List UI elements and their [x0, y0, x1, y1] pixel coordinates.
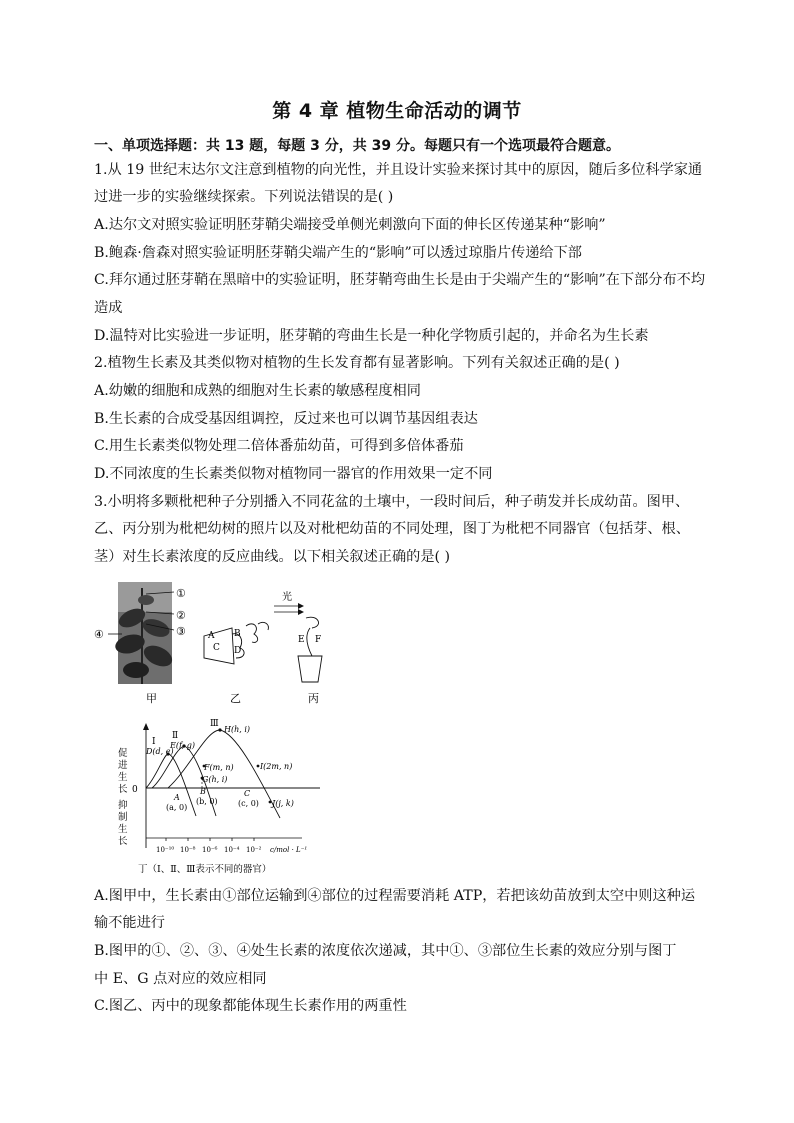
tick-5: 10⁻²	[246, 846, 262, 854]
point-i: I(2m, n)	[260, 762, 293, 771]
question-1-option-d: D.温特对比实验进一步证明，胚芽鞘的弯曲生长是一种化学物质引起的，并命名为生长素	[94, 328, 649, 344]
point-e: E(f, g)	[170, 741, 195, 750]
ding-y-inhibit-3: 生	[118, 824, 128, 835]
point-c-coord: (c, 0)	[238, 799, 259, 808]
point-b-coord: (b, 0)	[196, 797, 218, 806]
question-2-option-b: B.生长素的合成受基因组调控，反过来也可以调节基因组表达	[94, 411, 478, 427]
question-3-figure	[94, 578, 332, 878]
yi-letter-c: C	[213, 643, 220, 653]
question-1-line-2: 过进一步的实验继续探索。下列说法错误的是( )	[94, 189, 394, 205]
ding-y-promote-4: 长	[118, 784, 128, 795]
marker-2: ②	[176, 609, 186, 622]
point-d: D(d, e)	[146, 747, 174, 756]
label-jia: 甲	[146, 692, 157, 705]
point-g: G(h, i)	[202, 775, 228, 784]
label-yi: 乙	[230, 692, 241, 705]
question-3-option-b: B.图甲的①、②、③、④处生长素的浓度依次递减，其中①、③部位生长素的效应分别与图丁	[94, 943, 677, 959]
label-bing: 丙	[308, 692, 319, 705]
tick-3: 10⁻⁶	[202, 846, 218, 854]
curve-label-1: Ⅰ	[152, 737, 156, 747]
question-1-option-b: B.鲍森·詹森对照实验证明胚芽鞘尖端产生的“影响”可以透过琼脂片传递给下部	[94, 245, 582, 261]
question-2-option-c: C.用生长素类似物处理二倍体番茄幼苗，可得到多倍体番茄	[94, 438, 464, 454]
yi-letter-d: D	[234, 646, 242, 656]
bing-letter-e: E	[298, 635, 305, 645]
tick-2: 10⁻⁸	[180, 846, 196, 854]
question-3-option-a-cont: 输不能进行	[94, 915, 165, 931]
question-2-option-d: D.不同浓度的生长素类似物对植物同一器官的作用效果一定不同	[94, 466, 493, 482]
point-c: C	[244, 789, 251, 798]
question-3-option-a: A.图甲中，生长素由①部位运输到④部位的过程需要消耗 ATP，若把该幼苗放到太空中则这种运	[94, 888, 696, 904]
section-heading: 一、单项选择题：共 13 题，每题 3 分，共 39 分。每题只有一个选项最符合题意。	[94, 138, 620, 154]
ding-caption: 丁（Ⅰ、Ⅱ、Ⅲ表示不同的器官）	[138, 864, 272, 875]
question-3-option-c: C.图乙、丙中的现象都能体现生长素作用的两重性	[94, 998, 407, 1014]
bing-light-label: 光	[282, 592, 292, 603]
question-3-option-b-cont: 中 E、G 点对应的效应相同	[94, 971, 267, 987]
point-j: J(j, k)	[272, 799, 294, 808]
ding-zero: 0	[132, 785, 138, 795]
yi-letter-a: A	[208, 631, 215, 641]
ding-y-promote-3: 生	[118, 772, 128, 783]
marker-3: ③	[176, 625, 186, 638]
chapter-title: 第 4 章 植物生命活动的调节	[272, 100, 522, 122]
photo-jia	[113, 582, 175, 684]
question-2-option-a: A.幼嫩的细胞和成熟的细胞对生长素的敏感程度相同	[94, 383, 421, 399]
curve-label-3: Ⅲ	[210, 719, 219, 729]
question-1-line-1: 1.从 19 世纪末达尔文注意到植物的向光性，并且设计实验来探讨其中的原因，随后多位科学家通	[94, 162, 703, 178]
ding-y-inhibit-4: 长	[118, 836, 128, 847]
point-a: A	[174, 793, 180, 802]
x-unit: c/mol · L⁻¹	[270, 846, 308, 854]
question-3-line-3: 茎）对生长素浓度的反应曲线。以下相关叙述正确的是( )	[94, 549, 451, 565]
ding-y-promote-2: 进	[118, 760, 128, 771]
point-a-coord: (a, 0)	[166, 803, 188, 812]
marker-4: ④	[94, 628, 104, 641]
ding-y-promote-1: 促	[118, 748, 128, 759]
point-h: H(h, i)	[224, 725, 251, 734]
question-1-option-c: C.拜尔通过胚芽鞘在黑暗中的实验证明，胚芽鞘弯曲生长是由于尖端产生的“影响”在下部分布不均	[94, 272, 706, 288]
point-b: B	[200, 787, 206, 796]
question-1-option-a: A.达尔文对照实验证明胚芽鞘尖端接受单侧光刺激向下面的伸长区传递某种“影响”	[94, 217, 606, 233]
tick-4: 10⁻⁴	[224, 846, 240, 854]
bing-letter-f: F	[315, 635, 322, 645]
figure-svg	[94, 578, 332, 878]
yi-letter-b: B	[234, 629, 241, 639]
curve-label-2: Ⅱ	[172, 731, 179, 741]
point-f: F(m, n)	[204, 763, 234, 772]
marker-1: ①	[176, 587, 186, 600]
question-3-line-2: 乙、丙分别为枇杷幼树的照片以及对枇杷幼苗的不同处理，图丁为枇杷不同器官（包括芽、根、	[94, 521, 690, 537]
ding-y-inhibit-1: 抑	[118, 800, 128, 811]
question-3-line-1: 3.小明将多颗枇杷种子分别播入不同花盆的土壤中，一段时间后，种子萌发并长成幼苗。图甲、	[94, 494, 690, 510]
ding-y-inhibit-2: 制	[118, 812, 128, 823]
question-1-option-c-cont: 造成	[94, 300, 123, 316]
tick-1: 10⁻¹⁰	[156, 846, 175, 854]
question-2-stem: 2.植物生长素及其类似物对植物的生长发育都有显著影响。下列有关叙述正确的是( )	[94, 355, 620, 371]
